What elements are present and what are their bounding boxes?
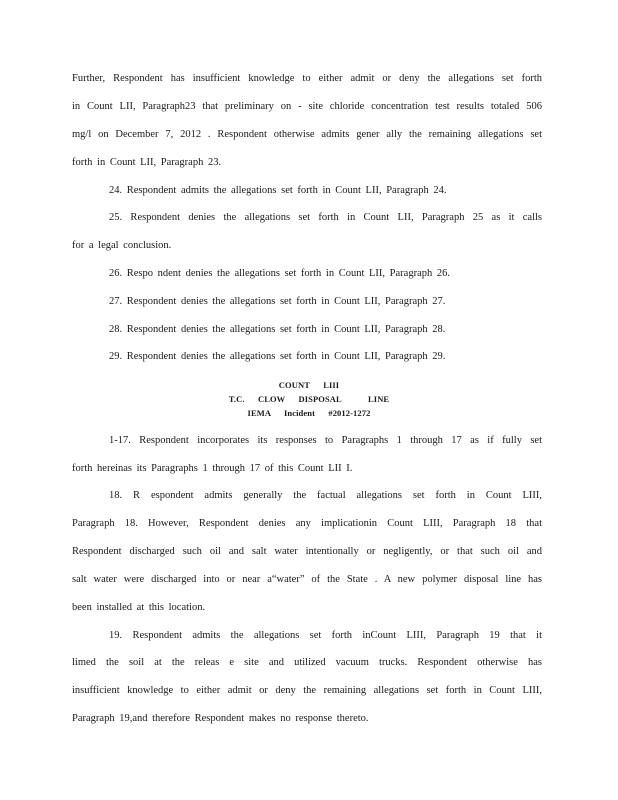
- text-line: been installed at this location.: [72, 602, 206, 613]
- text-line: for a legal conclusion.: [72, 240, 172, 251]
- text-line: 26. Respo ndent denies the allegations set forth in Count LII, Paragraph 26.: [109, 268, 450, 279]
- text-line: 24. Respondent admits the allegations set forth in Count LII, Paragraph 24.: [109, 185, 447, 196]
- text-line: 25. Respondent denies the allegations set forth in Count LII, Paragraph 25 as it calls: [109, 212, 542, 223]
- text-line: 28. Respondent denies the allegations set forth in Count LII, Paragraph 28.: [109, 324, 446, 335]
- text-line: Further, Respondent has insufficient knowledge to either admit or deny the allegations set forth: [72, 73, 542, 84]
- text-line: forth in Count LII, Paragraph 23.: [72, 157, 222, 168]
- text-line: 27. Respondent denies the allegations set forth in Count LII, Paragraph 27.: [109, 296, 446, 307]
- text-line: limed the soil at the releas e site and utilized vacuum trucks. Respondent otherwise has: [72, 657, 542, 668]
- text-line: 19. Respondent admits the allegations set forth inCount LIII, Paragraph 19 that it: [109, 630, 542, 641]
- text-line: mg/l on December 7, 2012 . Respondent otherwise admits gener ally the remaining allegations set: [72, 129, 542, 140]
- section-heading-title: T.C. CLOW DISPOSAL LINE: [228, 394, 390, 404]
- text-line: 29. Respondent denies the allegations set forth in Count LII, Paragraph 29.: [109, 351, 446, 362]
- text-line: Respondent discharged such oil and salt water intentionally or negligently, or that such oil and: [72, 546, 542, 557]
- text-line: Paragraph 18. However, Respondent denies any implicationin Count LIII, Paragraph 18 that: [72, 518, 542, 529]
- section-heading-count: COUNT LIII: [278, 380, 340, 390]
- text-line: forth hereinas its Paragraphs 1 through 17 of this Count LII I.: [72, 463, 353, 474]
- section-heading-incident: IEMA Incident #2012-1272: [247, 408, 371, 418]
- text-line: insufficient knowledge to either admit or deny the remaining allegations set forth in Count LIII,: [72, 685, 542, 696]
- text-line: 18. R espondent admits generally the factual allegations set forth in Count LIII,: [109, 490, 542, 501]
- text-line: 1-17. Respondent incorporates its responses to Paragraphs 1 through 17 as if fully set: [109, 435, 542, 446]
- text-line: in Count LII, Paragraph23 that preliminary on - site chloride concentration test results totaled 506: [72, 101, 542, 112]
- text-line: salt water were discharged into or near a“water” of the State . A new polymer disposal line has: [72, 574, 542, 585]
- text-line: Paragraph 19,and therefore Respondent makes no response thereto.: [72, 713, 369, 724]
